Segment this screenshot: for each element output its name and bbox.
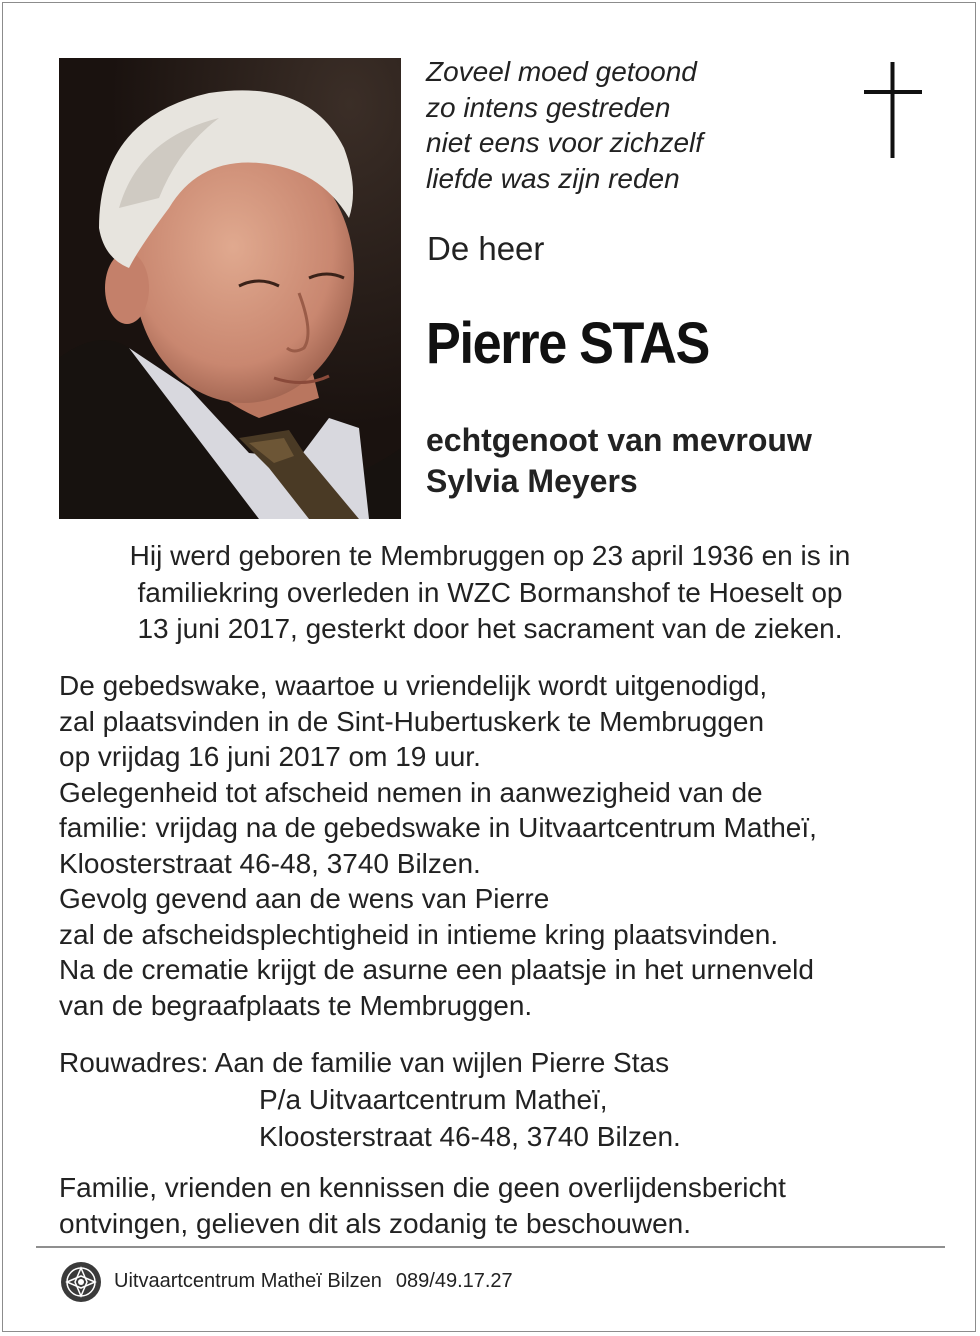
footer-contact — [114, 1270, 513, 1293]
closing-line: ontvingen, gelieven dit als zodanig te beschouwen. — [59, 1207, 691, 1239]
spouse-line: Sylvia Meyers — [426, 463, 638, 499]
poem-line: zo intens gestreden — [426, 91, 671, 123]
body-line: Kloosterstraat 46-48, 3740 Bilzen. — [59, 847, 481, 879]
ceremony-paragraph — [59, 668, 817, 1023]
body-line: van de begraafplaats te Membruggen. — [59, 989, 533, 1021]
footer-divider — [36, 1246, 945, 1248]
birth-line: familiekring overleden in WZC Bormanshof te Hoeselt op — [137, 576, 843, 608]
body-line: zal plaatsvinden in de Sint-Hubertuskerk te Membruggen — [59, 705, 765, 737]
closing-line: Familie, vrienden en kennissen die geen overlijdensbericht — [59, 1172, 786, 1203]
poem-line: liefde was zijn reden — [426, 162, 680, 194]
birth-death-paragraph — [40, 538, 940, 648]
body-line: Gevolg gevend aan de wens van Pierre — [59, 883, 550, 914]
body-line: op vrijdag 16 juni 2017 om 19 uur. — [59, 741, 481, 772]
poem-line: niet eens voor zichzelf — [426, 127, 704, 158]
address-line: Rouwadres: Aan de familie van wijlen Pierre Stas — [59, 1047, 670, 1078]
footer-company: Uitvaartcentrum Matheï Bilzen — [114, 1270, 382, 1292]
address-line: Kloosterstraat 46-48, 3740 Bilzen. — [259, 1121, 681, 1152]
mourning-address — [59, 1044, 681, 1155]
address-line: P/a Uitvaartcentrum Matheï, — [259, 1084, 608, 1115]
closing-paragraph — [59, 1170, 786, 1241]
portrait-photo — [59, 58, 401, 519]
poem — [426, 54, 703, 196]
birth-line: Hij werd geboren te Membruggen op 23 april 1936 en is in — [129, 540, 851, 571]
poem-line: Zoveel moed getoond — [426, 56, 697, 87]
spouse-line: echtgenoot van mevrouw — [426, 422, 812, 458]
body-line: Gelegenheid tot afscheid nemen in aanwezigheid van de — [59, 776, 763, 808]
birth-line: 13 juni 2017, gesterkt door het sacrament van de zieken. — [137, 613, 843, 644]
body-line: zal de afscheidsplechtigheid in intieme kring plaatsvinden. — [59, 918, 779, 950]
honorific-title: De heer — [427, 230, 545, 267]
funeral-home-logo-icon — [60, 1261, 102, 1303]
body-line: familie: vrijdag na de gebedswake in Uitvaartcentrum Matheï, — [59, 812, 817, 843]
deceased-name: Pierre STAS — [426, 311, 710, 376]
spouse-info — [426, 420, 812, 502]
footer-phone: 089/49.17.27 — [395, 1270, 513, 1292]
cross-icon — [864, 62, 922, 158]
body-line: De gebedswake, waartoe u vriendelijk wordt uitgenodigd, — [59, 670, 768, 701]
body-line: Na de crematie krijgt de asurne een plaatsje in het urnenveld — [59, 954, 814, 985]
